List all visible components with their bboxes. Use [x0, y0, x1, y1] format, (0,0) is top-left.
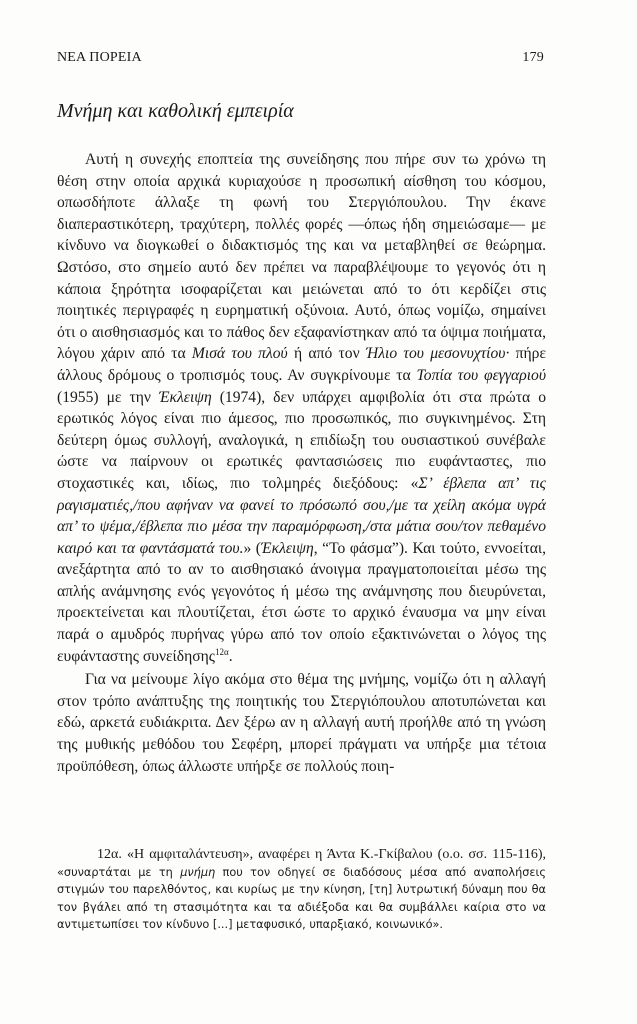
text-run: . [228, 647, 233, 665]
italic-text: Έκλειψη [261, 539, 314, 557]
text-run: «συναρτάται με τη [57, 865, 181, 879]
journal-name: ΝΕΑ ΠΟΡΕΙΑ [57, 50, 142, 65]
footnote-paragraph [57, 846, 546, 934]
text-run: που τον οδηγεί σε διαδόσους μέσα από αναπολήσεις στιγμών του παρελθόντος, και κυρίως με την κίνηση, [τη] λυτρωτική δύναμη που θα τον βγάλει από τη στασιμότητα και τα αδιέξοδα και θα συμβάλλει καίρια στο να αντιμετωπίσει τον κίνδυνο [...] μεταφυσικό, υπαρξιακό, κοινωνικό». [57, 865, 546, 931]
text-run: πήρε άλλους δρόμους ο τροπισμός τους. Αν συγκρίνουμε τα [57, 345, 547, 384]
paragraph [57, 669, 546, 777]
footnote-lead: 12α. «Η αμφιταλάντευση», αναφέρει η Άντα Κ.-Γκίβαλου (ο.ο. σσ. 115-116), [97, 847, 546, 862]
footnote [57, 846, 546, 934]
text-run: (1955) με την [57, 388, 159, 406]
footnote-quote [57, 866, 546, 932]
footnote-ref: 12α [215, 646, 229, 657]
italic-text: Ήλιο του μεσονυχτίου· [365, 345, 510, 363]
paragraph [57, 149, 546, 667]
running-header [57, 50, 544, 66]
italic-text: Μισά του πλού [191, 345, 288, 363]
text-run: » ( [243, 539, 261, 557]
text-run: Για να μείνουμε λίγο ακόμα στο θέμα της μνήμης, νομίζω ότι η αλλαγή στον τρόπο ανάπτυξης της ποιητικής του Στεργιόπουλου αποτυπώνεται και εδώ, αρκετά ευδιάκριτα. Δεν ξέρω αν η αλλαγή αυτή προήλθε από τη γνώση της μυθικής μεθόδου του Σεφέρη, μπορεί πράγματι να υπήρξε μια τέτοια προϋπόθεση, όπως άλλωστε υπήρξε σε πολλούς ποιη- [57, 671, 546, 775]
italic-text: μνήμη [180, 865, 216, 879]
article-title: Μνήμη και καθολική εμπειρία [57, 100, 294, 122]
page-number: 179 [522, 50, 544, 65]
text-run: ή από τον [287, 345, 366, 363]
body-text [57, 149, 546, 777]
text-run: Αυτή η συνεχής εποπτεία της συνείδησης που πήρε συν τω χρόνω τη θέση στην οποία αρχικά κυριαχούσε η προσωπική αίσθηση του κόσμου, οπωσδήποτε άλλαξε τη φωνή του Στεργιόπουλου. Την έκανε διαπεραστικότερη, τραχύτερη, πολλές φορές —όπως ήδη σημειώσαμε— με κίνδυνο να διογκωθεί ο διδακτισμός της και να μεταβληθεί σε θεώρημα. Ωστόσο, στο σημείο αυτό δεν πρέπει να παραβλέψουμε το γεγονός ότι η κάποια ξηρότητα ισοφαρίζεται και μειώνεται από το ότι κερδίζει στις ποιητικές περιγραφές η ευρηματική οξύνοια. Αυτό, όπως νομίζω, σημαίνει ότι ο αισθησιασμός και το πάθος δεν εξαφανίστηκαν από τα όψιμα ποιήματα, λόγου χάριν από τα [57, 151, 546, 363]
italic-text: Σ’ έβλεπα απ’ τις ραγισματιές,/που αφήναν να φανεί το πρόσωπό σου,/με τα χείλη ακόμα υγρά απ’ το ψέμα,/έβλεπα πιο μέσα την παραμόρφωση,/στα μάτια σου/τον πεθαμένο καιρό και τα φαντάσματά του. [57, 474, 546, 557]
italic-text: Έκλειψη [158, 388, 212, 406]
text-run: (1974), δεν υπάρχει αμφιβολία ότι στα πρώτα ο ερωτικός λόγος είναι πιο άμεσος, πιο προσωπικός, πιο συγκινημένος. Στη δεύτερη όμως συλλογή, αναλογικά, η επιδίωξη του ουσιαστικού συνέβαλε ώστε να παίρνουν οι ερωτικές φαντασιώσεις πιο ευφάνταστες, πιο στοχαστικές και, ιδίως, πιο τολμηρές διεξόδους: « [57, 388, 546, 492]
italic-text: Τοπία του φεγγαριού [416, 366, 546, 384]
text-run: , “Το φάσμα”). Και τούτο, εννοείται, ανεξάρτητα από το αν το αισθησιακό άνοιγμα πραγματοποιείται μέσω της απλής ανάμνησης ενός γεγονότος ή μέσω της ανάμνησης που διευρύνεται, προεκτείνεται και πλουτίζεται, έτσι ώστε το αρχικό έναυσμα να μην είναι παρά ο αμυδρός πυρήνας γύρω από τον οποίο εξακτινώνεται ο λόγος της ευφάνταστης συνείδησης [57, 539, 546, 665]
